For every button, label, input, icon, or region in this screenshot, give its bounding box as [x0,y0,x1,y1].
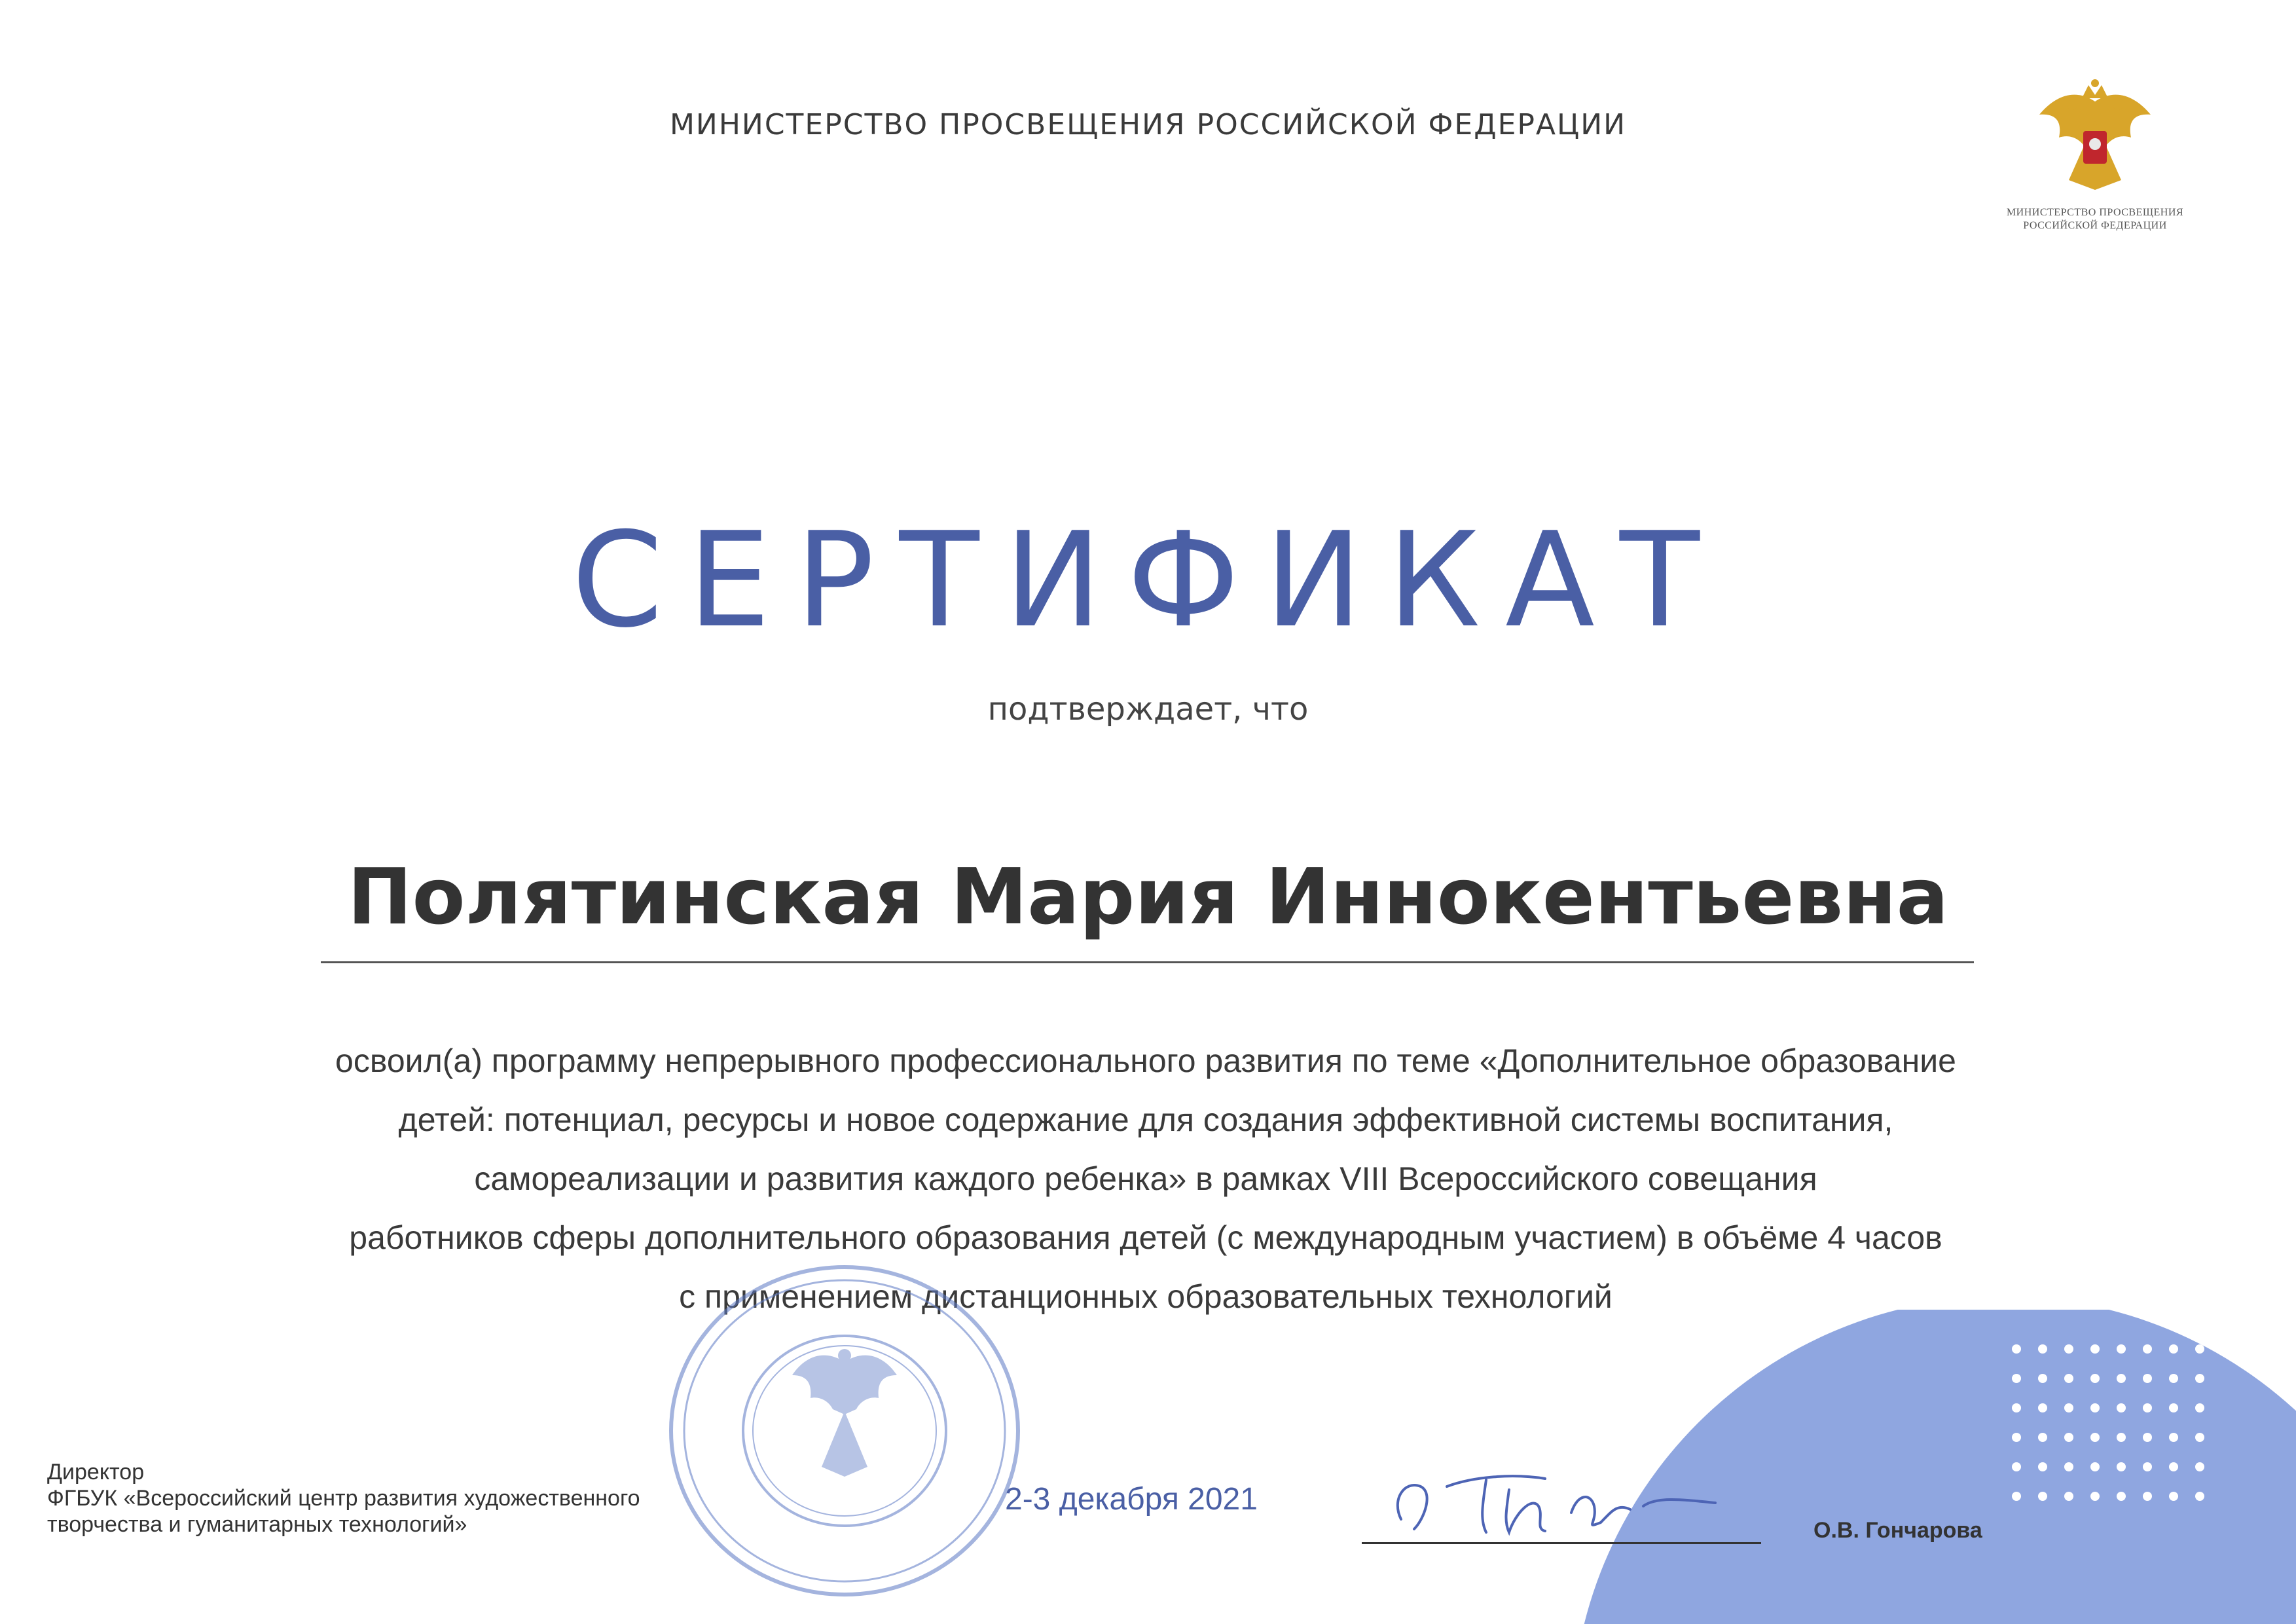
description-line-2: детей: потенциал, ресурсы и новое содержание для создания эффективной системы воспитания, [398,1101,1893,1138]
event-date: 2-3 декабря 2021 [1005,1482,1258,1517]
emblem-caption-line-2: РОССИЙСКОЙ ФЕДЕРАЦИИ [2023,220,2167,231]
signature-line [1362,1542,1761,1544]
description-line-1: освоил(а) программу непрерывного профессионального развития по теме «Дополнительное образование [335,1043,1956,1079]
certificate-title: СЕРТИФИКАТ [571,504,1725,657]
organization-line-1: ФГБУК «Всероссийский центр развития художественного [47,1486,640,1511]
emblem-caption-line-1: МИНИСТЕРСТВО ПРОСВЕЩЕНИЯ [2006,207,2184,218]
signer-name: О.В. Гончарова [1813,1518,1982,1543]
description-line-4: работников сферы дополнительного образования детей (с международным участием) в объёме 4 часов [349,1219,1942,1256]
organization-line-2: творчества и гуманитарных технологий» [47,1512,467,1537]
official-stamp-icon [661,1257,1028,1604]
handwritten-signature [1375,1441,1741,1552]
confirms-text: подтверждает, что [987,691,1309,728]
description-line-5: с применением дистанционных образовательных технологий [679,1278,1613,1315]
director-title: Директор [47,1460,145,1485]
name-underline [321,961,1974,963]
program-description [262,1031,2030,1326]
ministry-header: МИНИСТЕРСТВО ПРОСВЕЩЕНИЯ РОССИЙСКОЙ ФЕДЕРАЦИИ [669,108,1627,141]
emblem-caption [1984,206,2206,232]
ministry-emblem-icon [2030,75,2160,200]
director-block [47,1459,640,1538]
description-line-3: самореализации и развития каждого ребенка» в рамках VIII Всероссийского совещания [474,1160,1817,1197]
recipient-name: Полятинская Мария Иннокентьевна [347,851,1949,942]
